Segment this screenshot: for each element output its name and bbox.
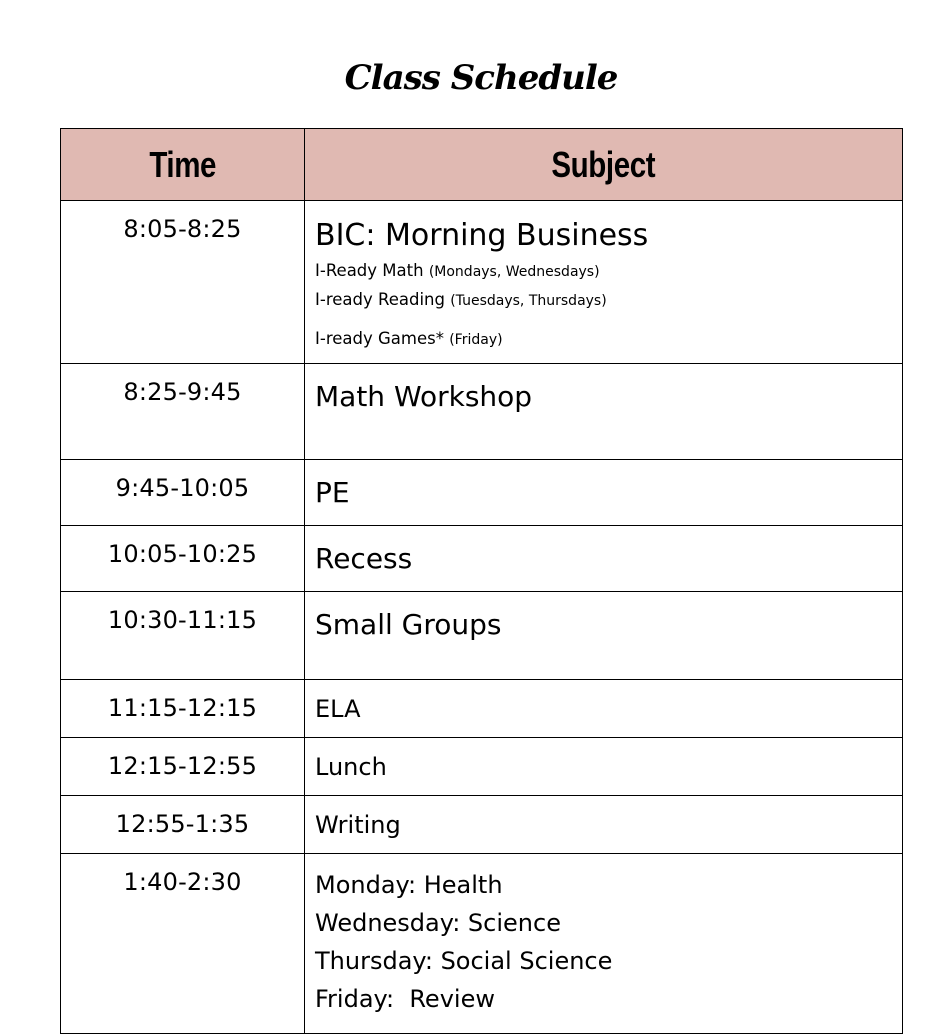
subject-title: Math Workshop: [315, 380, 533, 413]
table-row: [61, 201, 903, 364]
detail-label: I-ready Reading: [315, 290, 445, 309]
table-row: [61, 680, 903, 738]
subject-detail-line: [315, 257, 892, 286]
subject-cell: [305, 680, 903, 738]
detail-note: (Friday): [449, 332, 503, 348]
table-row: [61, 796, 903, 854]
subject-title: PE: [315, 476, 350, 509]
subject-cell: [305, 201, 903, 364]
subject-line: Friday: Review: [315, 985, 495, 1013]
subject-detail-line: [315, 325, 892, 354]
subject-title: Lunch: [315, 753, 387, 781]
table-row: [61, 364, 903, 460]
schedule-table: [60, 128, 903, 1034]
detail-label: I-Ready Math: [315, 261, 424, 280]
detail-note: (Tuesdays, Thursdays): [450, 293, 607, 309]
subject-detail-line: [315, 286, 892, 315]
subject-column-header: Subject: [305, 129, 903, 201]
time-cell: 8:05-8:25: [61, 201, 305, 364]
table-row: [61, 854, 903, 1034]
time-cell: 10:30-11:15: [61, 592, 305, 680]
subject-cell: [305, 460, 903, 526]
time-cell: 9:45-10:05: [61, 460, 305, 526]
subject-title: Writing: [315, 811, 401, 839]
page-title: Class Schedule: [344, 58, 618, 98]
subject-title: ELA: [315, 695, 361, 723]
subject-title: BIC: Morning Business: [315, 218, 649, 253]
time-cell: 1:40-2:30: [61, 854, 305, 1034]
subject-line: Thursday: Social Science: [315, 947, 613, 975]
subject-cell: [305, 592, 903, 680]
subject-cell: [305, 526, 903, 592]
header-row: [61, 129, 903, 201]
time-cell: 12:15-12:55: [61, 738, 305, 796]
time-cell: 11:15-12:15: [61, 680, 305, 738]
time-cell: 10:05-10:25: [61, 526, 305, 592]
time-cell: 12:55-1:35: [61, 796, 305, 854]
table-row: [61, 526, 903, 592]
subject-cell: [305, 854, 903, 1034]
detail-note: (Mondays, Wednesdays): [428, 264, 600, 280]
subject-line: Wednesday: Science: [315, 909, 561, 937]
subject-cell: [305, 738, 903, 796]
table-row: [61, 592, 903, 680]
subject-cell: [305, 796, 903, 854]
detail-label: I-ready Games*: [315, 329, 444, 348]
subject-line: Monday: Health: [315, 871, 503, 899]
subject-cell: [305, 364, 903, 460]
subject-title: Small Groups: [315, 608, 502, 641]
table-row: [61, 738, 903, 796]
subject-title: Recess: [315, 542, 413, 575]
table-row: [61, 460, 903, 526]
time-cell: 8:25-9:45: [61, 364, 305, 460]
time-column-header: Time: [61, 129, 305, 201]
